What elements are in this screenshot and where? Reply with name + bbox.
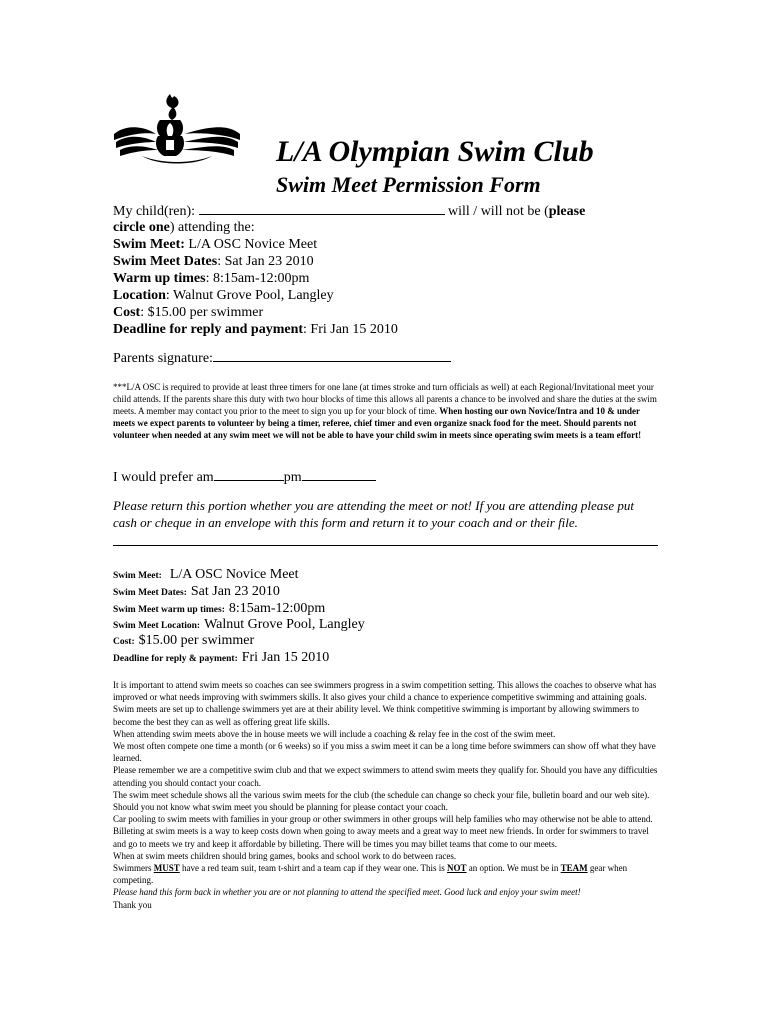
info-section — [113, 679, 659, 911]
detail-dates-value: Sat Jan 23 2010 — [190, 584, 280, 599]
detail-deadline: Deadline for reply & payment: Fri Jan 15 2010 — [113, 650, 330, 665]
deadline-line — [113, 321, 398, 338]
dates-line — [113, 253, 314, 270]
team-emphasis: TEAM — [560, 863, 588, 874]
signature-label: Parents signature: — [113, 351, 213, 366]
dates-label: Swim Meet Dates — [113, 254, 218, 269]
gear-text-b: have a red team suit, team t-shirt and a team cap if they wear one. This is — [179, 863, 448, 874]
detail-dates: Swim Meet Dates: Sat Jan 23 2010 — [113, 584, 280, 599]
pref-middle: pm — [283, 470, 302, 485]
detail-warmup: Swim Meet warm up times: 8:15am-12:00pm — [113, 601, 326, 616]
cut-divider — [113, 545, 658, 546]
cost-label: Cost — [113, 305, 141, 320]
thank-you: Thank you — [113, 899, 152, 910]
deadline-label: Deadline for reply and payment — [113, 322, 304, 337]
meet-value: L/A OSC Novice Meet — [188, 237, 318, 252]
gear-text-d: gear when competing. — [113, 863, 628, 886]
info-paragraph: When at swim meets children should bring games, books and school work to do between races. — [113, 850, 457, 861]
detail-warmup-value: 8:15am-12:00pm — [228, 601, 326, 616]
notice-plain: ***L/A OSC is required to provide at least three timers for one lane (at times stroke and turn officials as well) at each Regional/Invitational meet your child attends. If the parents share this duty with two hour blocks of time this allows all parents a chance to be involved and share the duties at the swim meets. A member may contact you prior to the meet to sign you up for your block of time. — [113, 382, 657, 416]
meet-line — [113, 236, 317, 253]
info-paragraph: When attending swim meets above the in house meets we will include a coaching & relay fee in the cost of the swim meet. — [113, 728, 556, 739]
detail-location: Swim Meet Location: Walnut Grove Pool, Langley — [113, 617, 365, 632]
children-circle: circle one — [113, 220, 170, 235]
detail-cost-label: Cost — [113, 637, 132, 647]
detail-meet-value: L/A OSC Novice Meet — [169, 567, 299, 582]
page-title: L/A Olympian Swim Club — [276, 135, 594, 168]
children-suffix-b: ) attending the: — [169, 220, 255, 235]
children-please: please — [548, 204, 586, 219]
time-preference-line — [113, 468, 376, 486]
location-value: : Walnut Grove Pool, Langley — [165, 288, 334, 303]
pm-field[interactable] — [302, 468, 376, 481]
location-label: Location — [113, 288, 166, 303]
notice-bold: When hosting our own Novice/Intra and 10 & under meets we expect parents to volunteer by being a timer, referee, chief timer and even organize snack food for the meet. Should parents not volunteer when needed at any swim meet we will not be able to have your child swim in meets since operating swim meets is a team effort! — [113, 406, 642, 440]
detail-meet: Swim Meet: L/A OSC Novice Meet — [113, 567, 299, 582]
dates-value: : Sat Jan 23 2010 — [217, 254, 314, 269]
info-paragraph: Please remember we are a competitive swim club and that we expect swimmers to attend swim meets they qualify for. Should you have any difficulties attending you should contact your coach. — [113, 765, 658, 788]
info-paragraph: Billeting at swim meets is a way to keep costs down when going to away meets and a great way to meet new friends. In order for swimmers to travel and go to meets we try and keep it affordable by billeting. There will be times you may billet teams that come to our meets. — [113, 826, 649, 849]
am-field[interactable] — [214, 468, 284, 481]
info-paragraph: We most often compete one time a month (or 6 weeks) so if you miss a swim meet it can be a long time before swimmers can show off what they have learned. — [113, 741, 656, 764]
warmup-label: Warm up times — [113, 271, 206, 286]
club-logo — [112, 90, 242, 172]
form-subtitle: Swim Meet Permission Form — [276, 172, 541, 197]
info-paragraph: Car pooling to swim meets with families in your group or other swimmers in other groups will help families who may otherwise not be able to attend. — [113, 814, 653, 825]
must-emphasis: MUST — [153, 863, 180, 874]
volunteer-notice — [113, 381, 659, 441]
closing-note: Please hand this form back in whether you are or not planning to attend the specified meet. Good luck and enjoy your swim meet! — [113, 887, 581, 898]
signature-field[interactable] — [213, 349, 451, 362]
detail-cost-value: $15.00 per swimmer — [138, 633, 255, 648]
cost-line — [113, 304, 263, 321]
info-paragraph: The swim meet schedule shows all the various swim meets for the club (the schedule can change so check your file, bulletin board and our web site). Should you not know what swim meet you should be planning for please contact your coach. — [113, 789, 650, 813]
return-instructions: Please return this portion whether you are attending the meet or not! If you are attending please put cash or cheque in an envelope with this form and return it to your coach and or their file. — [113, 498, 634, 530]
children-line — [113, 202, 585, 220]
info-paragraph: It is important to attend swim meets so coaches can see swimmers progress in a swim competition setting. This allows the coaches to observe what has improved or what needs improving with swimmers skills. It also gives your child a chance to experience competitive swimming and attaining goals. Swim meets are set up to challenge swimmers yet are at their ability level. We think competitive swimming is important by allowing swimmers to become the best they can as well as offering great life skills. — [113, 680, 657, 727]
signature-line — [113, 349, 451, 367]
children-suffix-a: will / will not be ( — [448, 204, 549, 219]
detail-deadline-value: Fri Jan 15 2010 — [241, 650, 330, 665]
detail-warmup-label: Swim Meet warm up times — [113, 605, 222, 615]
detail-location-label: Swim Meet Location — [113, 621, 197, 631]
detail-deadline-label: Deadline for reply & payment — [113, 654, 235, 664]
gear-text-a: Swimmers — [113, 863, 154, 874]
pref-prefix: I would prefer am — [113, 470, 214, 485]
cost-value: : $15.00 per swimmer — [140, 305, 264, 320]
meet-label: Swim Meet: — [113, 237, 185, 252]
location-line — [113, 287, 334, 304]
warmup-value: : 8:15am-12:00pm — [205, 271, 310, 286]
detail-dates-label: Swim Meet Dates — [113, 588, 184, 598]
deadline-value: : Fri Jan 15 2010 — [303, 322, 398, 337]
warmup-line — [113, 270, 309, 287]
detail-location-value: Walnut Grove Pool, Langley — [204, 617, 365, 632]
children-prefix: My child(ren): — [113, 204, 196, 219]
info-paragraph-gear — [113, 862, 659, 886]
children-name-field[interactable] — [199, 202, 445, 215]
gear-text-c: an option. We must be in — [466, 863, 561, 874]
not-emphasis: NOT — [447, 863, 467, 874]
detail-meet-label: Swim Meet — [113, 571, 159, 581]
detail-cost: Cost: $15.00 per swimmer — [113, 633, 255, 648]
children-line-2 — [113, 219, 255, 236]
